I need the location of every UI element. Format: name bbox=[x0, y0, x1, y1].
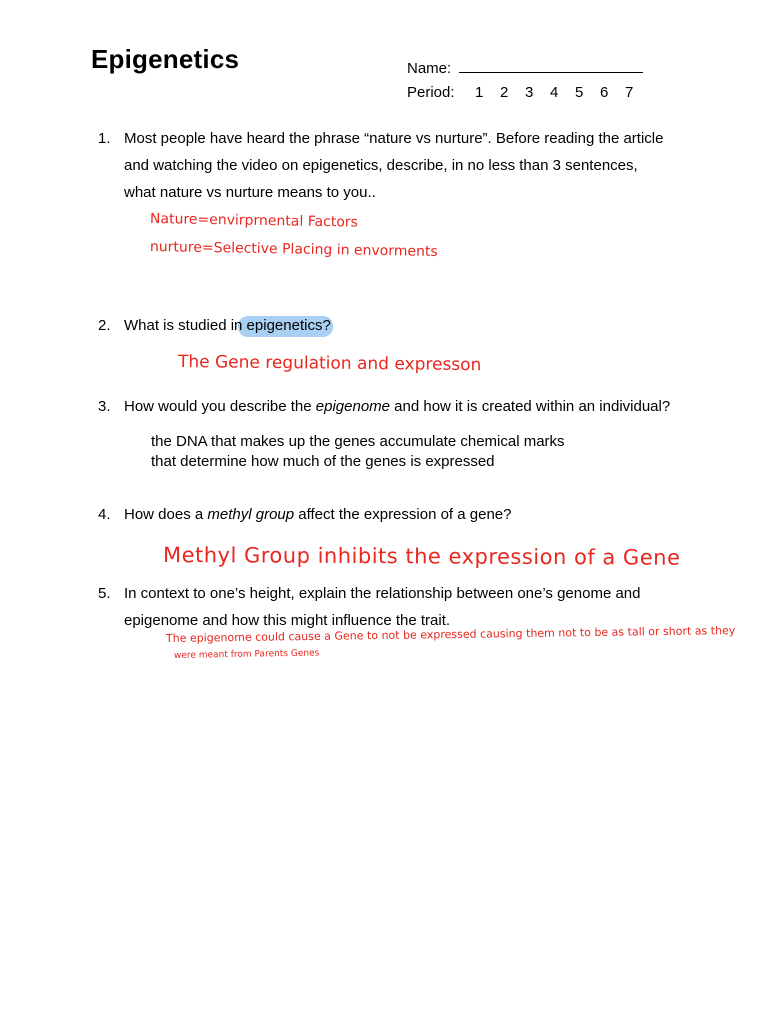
question-line: Most people have heard the phrase “nature vs nurture”. Before reading the article bbox=[124, 130, 664, 147]
typed-answer: the DNA that makes up the genes accumulate chemical marks that determine how much of the genes is expressed bbox=[151, 433, 565, 470]
period-option: 7 bbox=[625, 84, 634, 101]
worksheet-title: Epigenetics bbox=[91, 44, 240, 74]
question-number: 2. bbox=[98, 317, 111, 334]
period-option: 1 bbox=[475, 84, 484, 101]
question-line: what nature vs nurture means to you.. bbox=[124, 184, 376, 201]
question-number: 3. bbox=[98, 398, 111, 415]
question-4 bbox=[98, 501, 698, 528]
period-label: Period: bbox=[407, 84, 455, 101]
question-number: 5. bbox=[98, 585, 111, 602]
question-text bbox=[124, 125, 698, 206]
name-label: Name: bbox=[407, 60, 452, 77]
period-option: 3 bbox=[525, 84, 534, 101]
question-text: How does a methyl group affect the expression of a gene? bbox=[124, 506, 512, 523]
handwritten-answer: Methyl Group inhibits the expression of a Gene bbox=[162, 543, 681, 570]
handwritten-answer: were meant from Parents Genes bbox=[173, 648, 320, 661]
handwritten-answer: nurture=Selective Placing in envorments bbox=[149, 239, 438, 261]
question-number: 1. bbox=[98, 130, 111, 147]
question-3 bbox=[98, 393, 698, 420]
emphasized-term: epigenome bbox=[315, 398, 391, 415]
period-field bbox=[407, 84, 642, 101]
handwritten-answer: Nature=envirprnental Factors bbox=[149, 211, 359, 231]
handwritten-answer: The Gene regulation and expresson bbox=[177, 352, 482, 376]
question-1 bbox=[98, 125, 698, 206]
question-number: 4. bbox=[98, 506, 111, 523]
emphasized-term: methyl group bbox=[207, 506, 295, 523]
period-option: 6 bbox=[600, 84, 609, 101]
name-blank-line bbox=[459, 58, 643, 73]
name-field bbox=[407, 58, 643, 77]
question-line: epigenome and how this might influence the trait. bbox=[124, 612, 451, 629]
question-text: What is studied in epigenetics? bbox=[124, 317, 331, 334]
period-option: 4 bbox=[550, 84, 559, 101]
question-text: How would you describe the epigenome and how it is created within an individual? bbox=[124, 398, 671, 415]
question-2 bbox=[98, 312, 698, 339]
question-line: and watching the video on epigenetics, describe, in no less than 3 sentences, bbox=[124, 157, 638, 174]
period-option: 5 bbox=[575, 84, 584, 101]
handwritten-answer: The epigenome could cause a Gene to not be expressed causing them not to be as tall or short as they bbox=[165, 624, 736, 645]
period-option: 2 bbox=[500, 84, 509, 101]
question-line: In context to one’s height, explain the relationship between one’s genome and bbox=[124, 585, 641, 602]
